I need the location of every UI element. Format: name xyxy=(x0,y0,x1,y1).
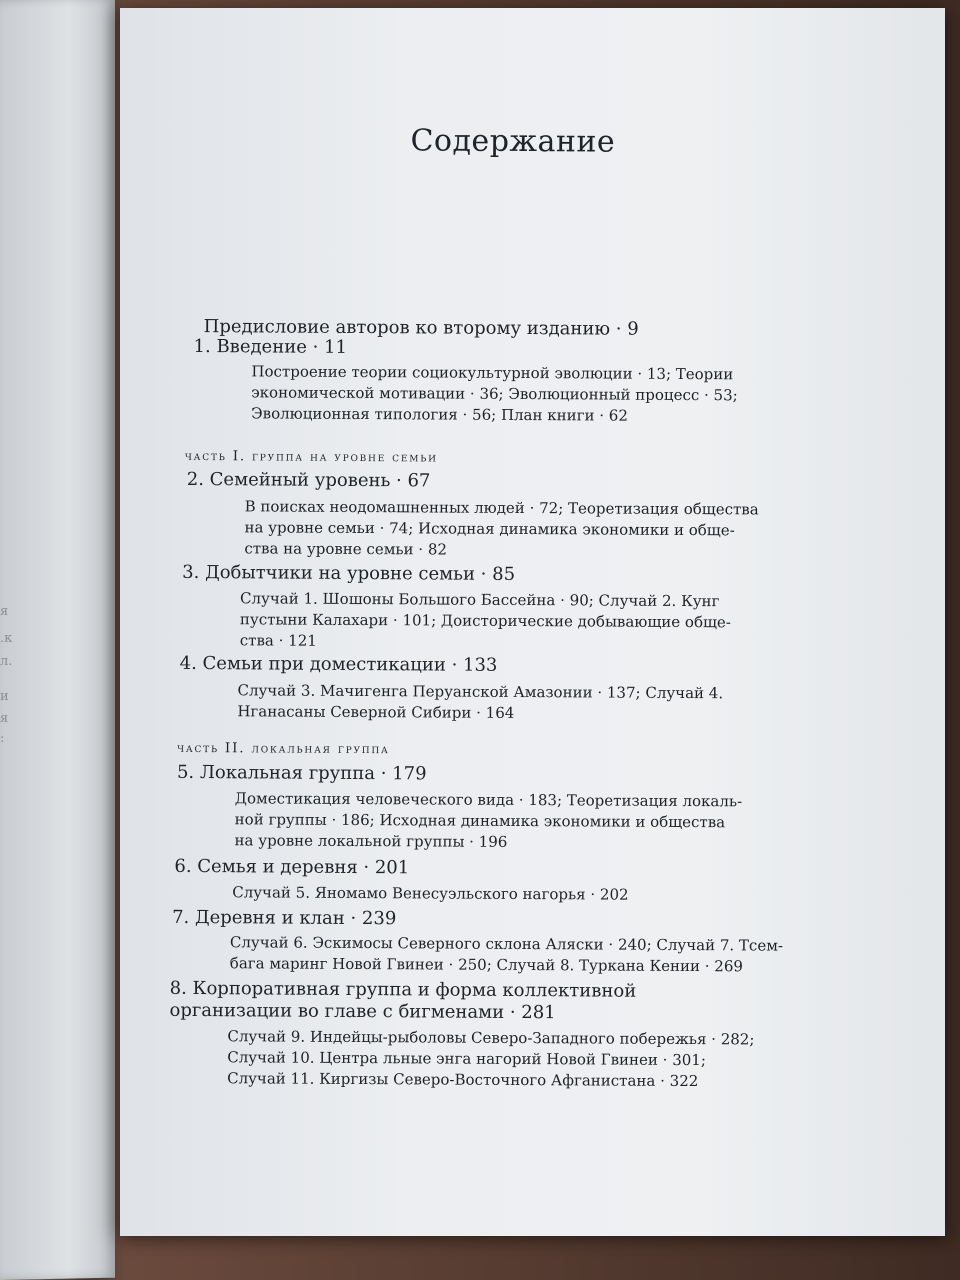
toc-chapter-2: 2. Семейный уровень · 67 xyxy=(186,468,431,492)
toc-sub-line: Случай 1. Шошоны Большого Бассейна · 90; Случай 2. Кунг xyxy=(239,589,720,611)
toc-sub-line: Нганасаны Северной Сибири · 164 xyxy=(237,702,515,722)
toc-chapter-6: 6. Семья и деревня · 201 xyxy=(174,855,410,879)
ghost-letter: я xyxy=(0,710,9,726)
toc-sub-line: В поисках неодомашненных людей · 72; Теоретизация общества xyxy=(244,497,759,519)
toc-sub-line: Случай 10. Центра льные энга нагорий Новой Гвинеи · 301; xyxy=(227,1048,706,1070)
toc-chapter-3: 3. Добытчики на уровне семьи · 85 xyxy=(182,561,516,585)
book-page xyxy=(120,8,945,1236)
ghost-letter: я xyxy=(0,603,9,619)
previous-page-edge xyxy=(0,0,115,1280)
toc-sub-line: Доместикация человеческого вида · 183; Теоретизация локаль- xyxy=(234,789,743,811)
toc-chapter-7: 7. Деревня и клан · 239 xyxy=(172,906,397,930)
toc-chapter-8: 8. Корпоративная группа и форма коллективной xyxy=(169,977,637,1002)
toc-sub-line: пустыни Калахари · 101; Доисторические добывающие обще- xyxy=(239,610,731,632)
toc-sub-line: Эволюционная типология · 56; План книги · 62 xyxy=(251,404,628,425)
toc-sub-line: Случай 6. Эскимосы Северного склона Аляски · 240; Случай 7. Тсем- xyxy=(229,933,784,955)
ghost-letter: : xyxy=(0,730,5,746)
toc-sub-line: ства · 121 xyxy=(239,631,317,650)
toc-chapter-5: 5. Локальная группа · 179 xyxy=(176,761,427,785)
toc-chapter-1: 1. Введение · 11 xyxy=(193,336,348,358)
toc-sub-line: на уровне локальной группы · 196 xyxy=(234,831,508,851)
toc-sub-line: Случай 5. Яномамо Венесуэльского нагорья · 202 xyxy=(232,883,629,904)
toc-sub-line: Построение теории социокультурной эволюции · 13; Теории xyxy=(251,362,734,384)
toc-sub-line: Случай 3. Мачигенга Перуанской Амазонии · 137; Случай 4. xyxy=(237,681,724,703)
ghost-letter: л. xyxy=(0,653,13,669)
toc-sub-line: Случай 9. Индейцы-рыболовы Северо-Западного побережья · 282; xyxy=(227,1027,755,1049)
toc-part-1: часть I. группа на уровне семьи xyxy=(184,447,438,466)
toc-sub-line: на уровне семьи · 74; Исходная динамика экономики и обще- xyxy=(244,518,735,540)
toc-sub-line: Случай 11. Киргизы Северо-Восточного Афганистана · 322 xyxy=(227,1069,699,1091)
toc-chapter-4: 4. Семьи при доместикации · 133 xyxy=(179,652,498,676)
toc-title: Содержание xyxy=(410,123,616,160)
toc-sub-line: бага маринг Новой Гвинеи · 250; Случай 8. Туркана Кении · 269 xyxy=(229,954,744,976)
toc-part-2: часть II. локальная группа xyxy=(177,739,390,758)
table-of-contents xyxy=(116,6,948,1239)
toc-sub-line: ства на уровне семьи · 82 xyxy=(244,539,448,559)
ghost-letter: и xyxy=(0,688,9,704)
ghost-letter: .к xyxy=(0,630,13,646)
toc-sub-line: экономической мотивации · 36; Эволюционный процесс · 53; xyxy=(251,383,738,405)
toc-sub-line: ной группы · 186; Исходная динамика экономики и общества xyxy=(234,810,726,832)
toc-preface: Предисловие авторов ко второму изданию · 9 xyxy=(203,316,639,340)
toc-chapter-8-cont: организации во главе с бигменами · 281 xyxy=(169,999,556,1024)
